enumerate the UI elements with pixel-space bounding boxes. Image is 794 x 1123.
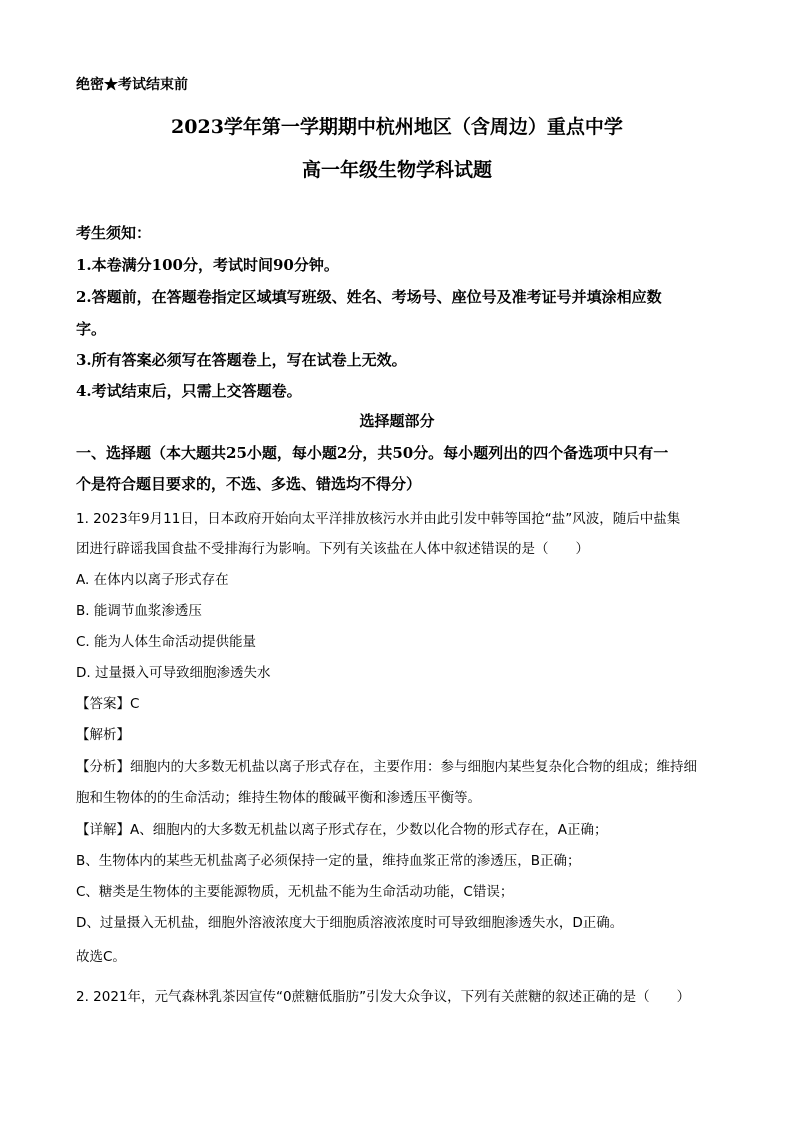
question1-stem-line1: 1. 2023年9月11日，日本政府开始向太平洋排放核污水并由此引发中韩等国抢“盐”风波，随后中盐集	[76, 511, 681, 527]
question1-option-d: D. 过量摄入可导致细胞渗透失水	[76, 665, 271, 681]
question1-detail-line3: C、糖类是生物体的主要能源物质，无机盐不能为生命活动功能，C错误；	[76, 884, 514, 900]
question1-analysis-heading: 【解析】	[76, 727, 130, 743]
question2-stem-line1: 2. 2021年，元气森林乳茶因宣传“0蔗糖低脂肪”引发大众争议，下列有关蔗糖的叙述正确的是（ ）	[76, 989, 691, 1005]
notice-item-2: 2.答题前，在答题卷指定区域填写班级、姓名、考场号、座位号及准考证号并填涂相应数	[76, 288, 662, 306]
notice-item-3: 3.所有答案必须写在答题卷上，写在试卷上无效。	[76, 351, 407, 369]
question1-option-a: A. 在体内以离子形式存在	[76, 572, 229, 588]
question1-option-c: C. 能为人体生命活动提供能量	[76, 634, 257, 650]
notice-heading: 考生须知：	[76, 224, 152, 242]
notice-item-1: 1.本卷满分100分，考试时间90分钟。	[76, 256, 339, 274]
notice-item-2-cont: 字。	[76, 320, 107, 338]
question1-option-b: B. 能调节血浆渗透压	[76, 603, 202, 619]
section-title: 选择题部分	[359, 412, 435, 430]
notice-item-4: 4.考试结束后，只需上交答题卷。	[76, 382, 302, 400]
question1-analysis-line2: 胞和生物体的的生命活动；维持生物体的酸碱平衡和渗透压平衡等。	[76, 790, 481, 806]
exam-title-line1: 2023学年第一学期期中杭州地区（含周边）重点中学	[171, 116, 623, 138]
question1-analysis-line1: 【分析】细胞内的大多数无机盐以离子形式存在，主要作用：参与细胞内某些复杂化合物的组成；维持细	[76, 759, 697, 775]
confidential-label: 绝密★考试结束前	[76, 77, 188, 93]
question1-answer: 【答案】C	[76, 696, 140, 712]
question1-detail-line2: B、生物体内的某些无机盐离子必须保持一定的量，维持血浆正常的渗透压，B正确；	[76, 853, 581, 869]
question1-stem-line2: 团进行辟谣我国食盐不受排海行为影响。下列有关该盐在人体中叙述错误的是（ ）	[76, 541, 589, 557]
section-instruction-line1: 一、选择题（本大题共25小题，每小题2分，共50分。每小题列出的四个备选项中只有一	[76, 444, 669, 462]
exam-title-line2: 高一年级生物学科试题	[301, 159, 492, 181]
question1-conclusion: 故选C。	[76, 949, 126, 965]
question1-detail-line1: 【详解】A、细胞内的大多数无机盐以离子形式存在，少数以化合物的形式存在，A正确；	[76, 822, 608, 838]
section-instruction-line2: 个是符合题目要求的，不选、多选、错选均不得分）	[76, 475, 422, 493]
question1-detail-line4: D、过量摄入无机盐，细胞外溶液浓度大于细胞质溶液浓度时可导致细胞渗透失水，D正确。	[76, 915, 624, 931]
